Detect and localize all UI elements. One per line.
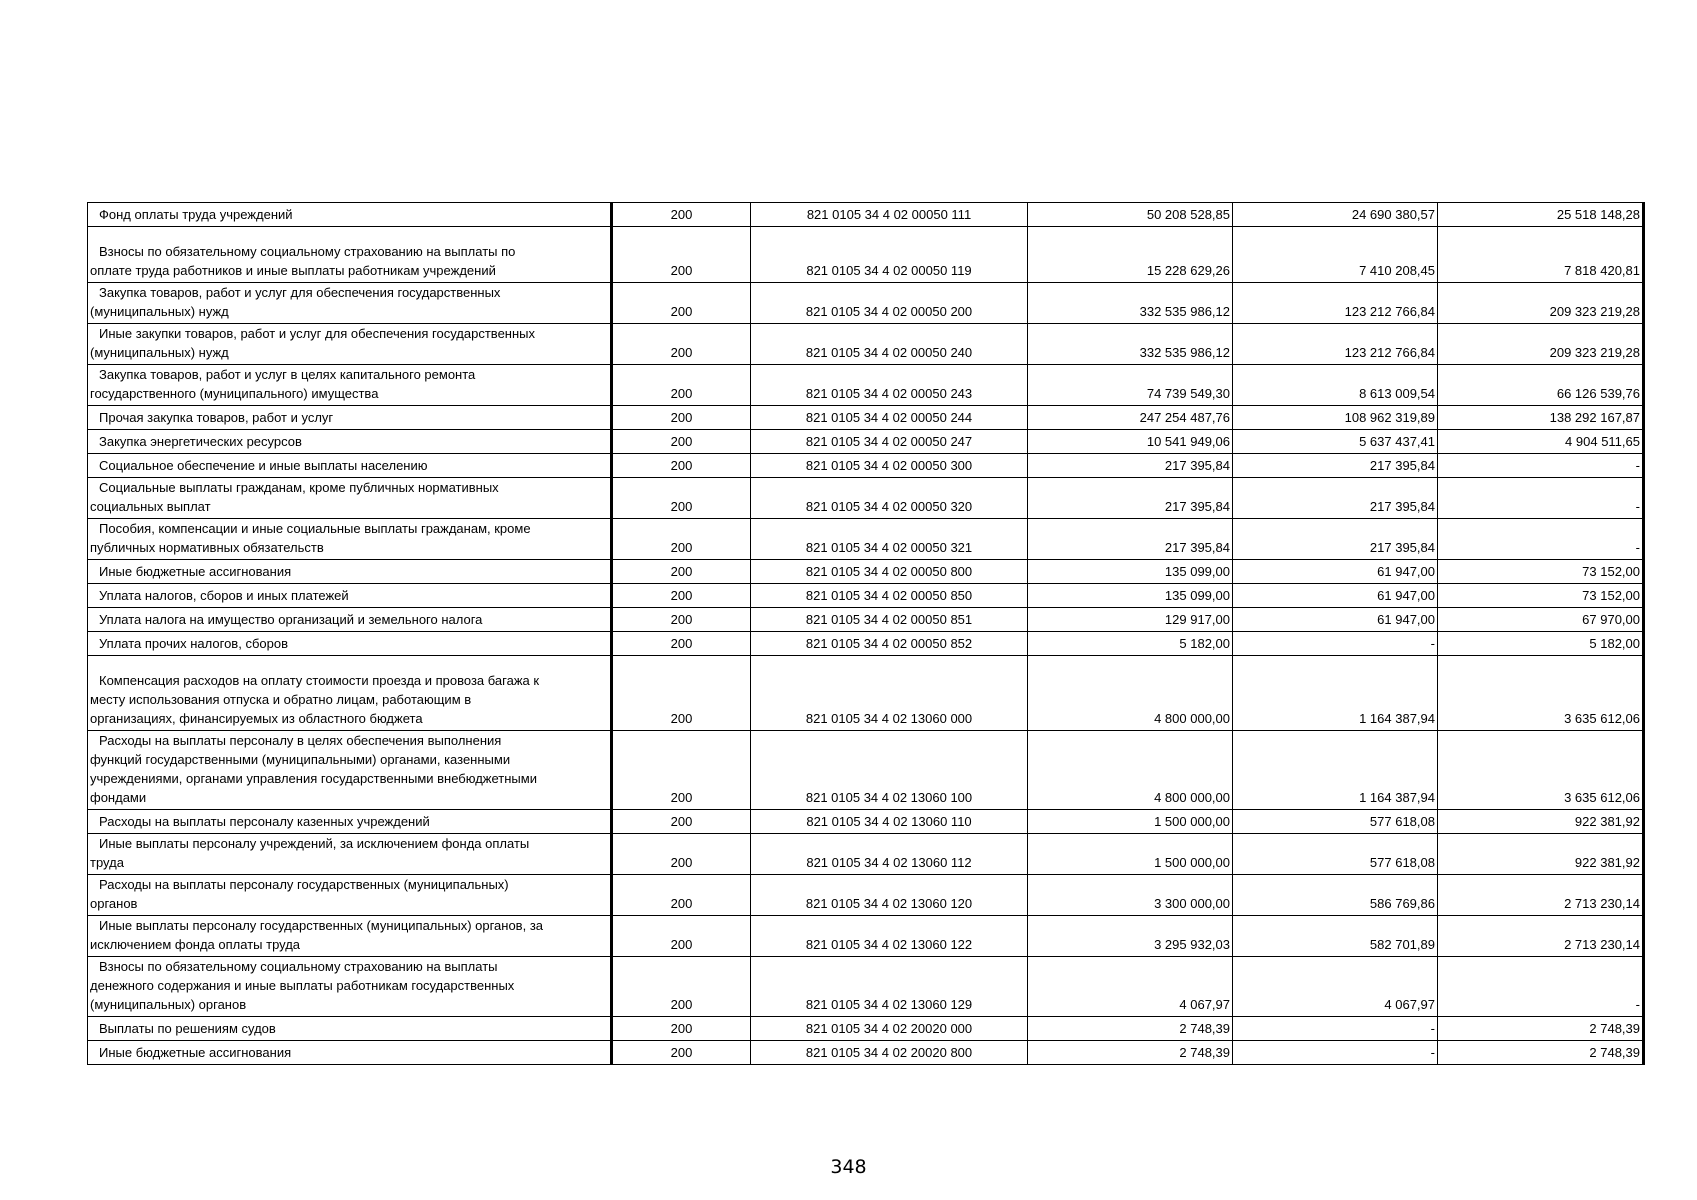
row-executed-amount-cell: 5 637 437,41 <box>1233 430 1438 454</box>
row-executed-amount-cell: 577 618,08 <box>1233 834 1438 875</box>
row-approved-amount-cell: 135 099,00 <box>1028 560 1233 584</box>
row-unexecuted-amount-cell: - <box>1438 454 1644 478</box>
row-line-code-cell: 200 <box>612 519 751 560</box>
row-executed-amount-cell: 61 947,00 <box>1233 608 1438 632</box>
row-name-text: Иные закупки товаров, работ и услуг для обеспечения государственных (муниципальных) нужд <box>90 326 535 360</box>
row-unexecuted-amount-cell: 922 381,92 <box>1438 834 1644 875</box>
row-name-cell <box>88 656 612 731</box>
row-budget-code-cell: 821 0105 34 4 02 13060 100 <box>751 731 1028 810</box>
table-row <box>88 608 1644 632</box>
row-line-code-cell: 200 <box>612 731 751 810</box>
row-approved-amount-cell: 74 739 549,30 <box>1028 365 1233 406</box>
row-name-cell <box>88 406 612 430</box>
row-executed-amount-cell: 108 962 319,89 <box>1233 406 1438 430</box>
row-approved-amount-cell: 217 395,84 <box>1028 478 1233 519</box>
row-executed-amount-cell: 1 164 387,94 <box>1233 656 1438 731</box>
row-name-text: Иные выплаты персоналу государственных (муниципальных) органов, за исключением фонда оплаты труда <box>90 918 544 952</box>
row-approved-amount-cell: 5 182,00 <box>1028 632 1233 656</box>
row-name-text: Иные бюджетные ассигнования <box>99 1045 292 1060</box>
row-name-text: Пособия, компенсации и иные социальные выплаты гражданам, кроме публичных нормативных обязательств <box>90 521 531 555</box>
table-row <box>88 916 1644 957</box>
row-line-code-cell: 200 <box>612 810 751 834</box>
row-unexecuted-amount-cell: 209 323 219,28 <box>1438 324 1644 365</box>
row-name-cell <box>88 731 612 810</box>
row-name-cell <box>88 454 612 478</box>
row-name-text: Иные бюджетные ассигнования <box>99 564 292 579</box>
row-executed-amount-cell: 8 613 009,54 <box>1233 365 1438 406</box>
row-budget-code-cell: 821 0105 34 4 02 00050 244 <box>751 406 1028 430</box>
row-name-cell <box>88 365 612 406</box>
table-row <box>88 283 1644 324</box>
row-budget-code-cell: 821 0105 34 4 02 00050 850 <box>751 584 1028 608</box>
row-budget-code-cell: 821 0105 34 4 02 00050 200 <box>751 283 1028 324</box>
row-unexecuted-amount-cell: - <box>1438 519 1644 560</box>
row-name-cell <box>88 810 612 834</box>
row-line-code-cell: 200 <box>612 1041 751 1065</box>
row-line-code-cell: 200 <box>612 203 751 227</box>
row-approved-amount-cell: 2 748,39 <box>1028 1041 1233 1065</box>
row-executed-amount-cell: 582 701,89 <box>1233 916 1438 957</box>
table-body <box>88 203 1644 1065</box>
row-budget-code-cell: 821 0105 34 4 02 00050 119 <box>751 227 1028 283</box>
row-name-cell <box>88 203 612 227</box>
row-name-text: Расходы на выплаты персоналу государственных (муниципальных) органов <box>90 877 509 911</box>
table-row <box>88 365 1644 406</box>
row-budget-code-cell: 821 0105 34 4 02 00050 240 <box>751 324 1028 365</box>
row-name-text: Уплата налогов, сборов и иных платежей <box>99 588 349 603</box>
row-budget-code-cell: 821 0105 34 4 02 00050 320 <box>751 478 1028 519</box>
row-approved-amount-cell: 332 535 986,12 <box>1028 283 1233 324</box>
row-line-code-cell: 200 <box>612 227 751 283</box>
row-unexecuted-amount-cell: 922 381,92 <box>1438 810 1644 834</box>
page-number: 348 <box>830 1156 867 1178</box>
row-executed-amount-cell: 217 395,84 <box>1233 478 1438 519</box>
row-unexecuted-amount-cell: 73 152,00 <box>1438 584 1644 608</box>
table-row <box>88 324 1644 365</box>
row-line-code-cell: 200 <box>612 656 751 731</box>
row-approved-amount-cell: 15 228 629,26 <box>1028 227 1233 283</box>
row-budget-code-cell: 821 0105 34 4 02 00050 321 <box>751 519 1028 560</box>
row-approved-amount-cell: 4 067,97 <box>1028 957 1233 1017</box>
table-row <box>88 1017 1644 1041</box>
row-approved-amount-cell: 10 541 949,06 <box>1028 430 1233 454</box>
table-row <box>88 478 1644 519</box>
row-line-code-cell: 200 <box>612 365 751 406</box>
row-name-cell <box>88 584 612 608</box>
row-name-cell <box>88 519 612 560</box>
row-name-text: Закупка товаров, работ и услуг в целях капитального ремонта государственного (муниципального) имущества <box>90 367 476 401</box>
row-budget-code-cell: 821 0105 34 4 02 00050 247 <box>751 430 1028 454</box>
row-name-cell <box>88 957 612 1017</box>
row-approved-amount-cell: 217 395,84 <box>1028 454 1233 478</box>
table-row <box>88 584 1644 608</box>
row-executed-amount-cell: - <box>1233 632 1438 656</box>
row-name-cell <box>88 916 612 957</box>
row-name-text: Закупка товаров, работ и услуг для обеспечения государственных (муниципальных) нужд <box>90 285 501 319</box>
table-row <box>88 203 1644 227</box>
row-name-text: Социальные выплаты гражданам, кроме публичных нормативных социальных выплат <box>90 480 499 514</box>
row-budget-code-cell: 821 0105 34 4 02 00050 111 <box>751 203 1028 227</box>
row-executed-amount-cell: - <box>1233 1041 1438 1065</box>
row-budget-code-cell: 821 0105 34 4 02 13060 110 <box>751 810 1028 834</box>
row-name-text: Уплата налога на имущество организаций и земельного налога <box>99 612 483 627</box>
table-row <box>88 875 1644 916</box>
row-budget-code-cell: 821 0105 34 4 02 13060 000 <box>751 656 1028 731</box>
row-line-code-cell: 200 <box>612 584 751 608</box>
row-unexecuted-amount-cell: 2 713 230,14 <box>1438 875 1644 916</box>
row-unexecuted-amount-cell: 67 970,00 <box>1438 608 1644 632</box>
row-executed-amount-cell: 7 410 208,45 <box>1233 227 1438 283</box>
row-executed-amount-cell: 217 395,84 <box>1233 454 1438 478</box>
row-approved-amount-cell: 135 099,00 <box>1028 584 1233 608</box>
row-line-code-cell: 200 <box>612 324 751 365</box>
row-budget-code-cell: 821 0105 34 4 02 00050 800 <box>751 560 1028 584</box>
table-row <box>88 957 1644 1017</box>
table-row <box>88 227 1644 283</box>
row-budget-code-cell: 821 0105 34 4 02 13060 120 <box>751 875 1028 916</box>
row-approved-amount-cell: 4 800 000,00 <box>1028 731 1233 810</box>
row-name-cell <box>88 283 612 324</box>
budget-execution-table <box>87 202 1645 1065</box>
table-row <box>88 834 1644 875</box>
row-unexecuted-amount-cell: 5 182,00 <box>1438 632 1644 656</box>
row-line-code-cell: 200 <box>612 834 751 875</box>
row-unexecuted-amount-cell: 73 152,00 <box>1438 560 1644 584</box>
row-budget-code-cell: 821 0105 34 4 02 00050 243 <box>751 365 1028 406</box>
row-unexecuted-amount-cell: 7 818 420,81 <box>1438 227 1644 283</box>
row-budget-code-cell: 821 0105 34 4 02 00050 300 <box>751 454 1028 478</box>
row-approved-amount-cell: 217 395,84 <box>1028 519 1233 560</box>
row-budget-code-cell: 821 0105 34 4 02 13060 122 <box>751 916 1028 957</box>
row-executed-amount-cell: 61 947,00 <box>1233 560 1438 584</box>
row-executed-amount-cell: - <box>1233 1017 1438 1041</box>
row-name-text: Социальное обеспечение и иные выплаты населению <box>99 458 428 473</box>
row-executed-amount-cell: 123 212 766,84 <box>1233 283 1438 324</box>
row-name-cell <box>88 227 612 283</box>
row-executed-amount-cell: 586 769,86 <box>1233 875 1438 916</box>
row-executed-amount-cell: 24 690 380,57 <box>1233 203 1438 227</box>
row-executed-amount-cell: 217 395,84 <box>1233 519 1438 560</box>
row-unexecuted-amount-cell: 2 748,39 <box>1438 1017 1644 1041</box>
table-row <box>88 632 1644 656</box>
row-approved-amount-cell: 247 254 487,76 <box>1028 406 1233 430</box>
row-line-code-cell: 200 <box>612 608 751 632</box>
row-budget-code-cell: 821 0105 34 4 02 20020 800 <box>751 1041 1028 1065</box>
row-unexecuted-amount-cell: 66 126 539,76 <box>1438 365 1644 406</box>
row-budget-code-cell: 821 0105 34 4 02 13060 112 <box>751 834 1028 875</box>
table-row <box>88 560 1644 584</box>
row-executed-amount-cell: 123 212 766,84 <box>1233 324 1438 365</box>
row-name-text: Выплаты по решениям судов <box>99 1021 276 1036</box>
row-name-text: Уплата прочих налогов, сборов <box>99 636 288 651</box>
row-unexecuted-amount-cell: 3 635 612,06 <box>1438 656 1644 731</box>
row-line-code-cell: 200 <box>612 430 751 454</box>
row-executed-amount-cell: 1 164 387,94 <box>1233 731 1438 810</box>
table-row <box>88 731 1644 810</box>
row-name-cell <box>88 875 612 916</box>
row-line-code-cell: 200 <box>612 406 751 430</box>
row-name-cell <box>88 1017 612 1041</box>
row-name-text: Закупка энергетических ресурсов <box>99 434 302 449</box>
row-name-cell <box>88 430 612 454</box>
table-row <box>88 406 1644 430</box>
row-approved-amount-cell: 129 917,00 <box>1028 608 1233 632</box>
row-name-text: Взносы по обязательному социальному страхованию на выплаты денежного содержания и иные выплаты работникам государственных (муниципальных) органов <box>90 959 515 1012</box>
row-budget-code-cell: 821 0105 34 4 02 00050 851 <box>751 608 1028 632</box>
table-row <box>88 430 1644 454</box>
row-name-cell <box>88 324 612 365</box>
table-row <box>88 656 1644 731</box>
row-budget-code-cell: 821 0105 34 4 02 00050 852 <box>751 632 1028 656</box>
table-row <box>88 519 1644 560</box>
row-approved-amount-cell: 2 748,39 <box>1028 1017 1233 1041</box>
row-name-cell <box>88 608 612 632</box>
row-approved-amount-cell: 332 535 986,12 <box>1028 324 1233 365</box>
row-name-text: Иные выплаты персоналу учреждений, за исключением фонда оплаты труда <box>90 836 530 870</box>
row-line-code-cell: 200 <box>612 875 751 916</box>
row-name-text: Расходы на выплаты персоналу в целях обеспечения выполнения функций государственными (муниципальными) органами, казенными учреждениями, органами управления государственными внебюджетными фондами <box>90 733 537 805</box>
row-line-code-cell: 200 <box>612 478 751 519</box>
table-row <box>88 810 1644 834</box>
row-approved-amount-cell: 1 500 000,00 <box>1028 810 1233 834</box>
row-executed-amount-cell: 4 067,97 <box>1233 957 1438 1017</box>
row-line-code-cell: 200 <box>612 632 751 656</box>
row-name-text: Расходы на выплаты персоналу казенных учреждений <box>99 814 430 829</box>
table-row <box>88 454 1644 478</box>
row-line-code-cell: 200 <box>612 957 751 1017</box>
row-unexecuted-amount-cell: 4 904 511,65 <box>1438 430 1644 454</box>
row-unexecuted-amount-cell: 138 292 167,87 <box>1438 406 1644 430</box>
table-row <box>88 1041 1644 1065</box>
row-name-text: Компенсация расходов на оплату стоимости проезда и провоза багажа к месту использования отпуска и обратно лицам, работающим в организациях, финансируемых из областного бюджета <box>90 673 540 726</box>
row-name-cell <box>88 834 612 875</box>
row-line-code-cell: 200 <box>612 283 751 324</box>
row-unexecuted-amount-cell: 2 748,39 <box>1438 1041 1644 1065</box>
row-approved-amount-cell: 3 295 932,03 <box>1028 916 1233 957</box>
row-name-cell <box>88 632 612 656</box>
row-name-cell <box>88 1041 612 1065</box>
row-unexecuted-amount-cell: - <box>1438 478 1644 519</box>
row-line-code-cell: 200 <box>612 560 751 584</box>
row-line-code-cell: 200 <box>612 454 751 478</box>
row-approved-amount-cell: 50 208 528,85 <box>1028 203 1233 227</box>
row-approved-amount-cell: 4 800 000,00 <box>1028 656 1233 731</box>
row-unexecuted-amount-cell: 25 518 148,28 <box>1438 203 1644 227</box>
row-unexecuted-amount-cell: 209 323 219,28 <box>1438 283 1644 324</box>
row-name-cell <box>88 560 612 584</box>
row-name-text: Фонд оплаты труда учреждений <box>99 207 293 222</box>
row-name-cell <box>88 478 612 519</box>
row-unexecuted-amount-cell: 2 713 230,14 <box>1438 916 1644 957</box>
row-executed-amount-cell: 61 947,00 <box>1233 584 1438 608</box>
row-executed-amount-cell: 577 618,08 <box>1233 810 1438 834</box>
row-unexecuted-amount-cell: 3 635 612,06 <box>1438 731 1644 810</box>
row-budget-code-cell: 821 0105 34 4 02 20020 000 <box>751 1017 1028 1041</box>
row-budget-code-cell: 821 0105 34 4 02 13060 129 <box>751 957 1028 1017</box>
row-name-text: Взносы по обязательному социальному страхованию на выплаты по оплате труда работников и иные выплаты работникам учреждений <box>90 244 516 278</box>
row-line-code-cell: 200 <box>612 1017 751 1041</box>
row-approved-amount-cell: 3 300 000,00 <box>1028 875 1233 916</box>
row-approved-amount-cell: 1 500 000,00 <box>1028 834 1233 875</box>
row-name-text: Прочая закупка товаров, работ и услуг <box>99 410 334 425</box>
row-line-code-cell: 200 <box>612 916 751 957</box>
row-unexecuted-amount-cell: - <box>1438 957 1644 1017</box>
